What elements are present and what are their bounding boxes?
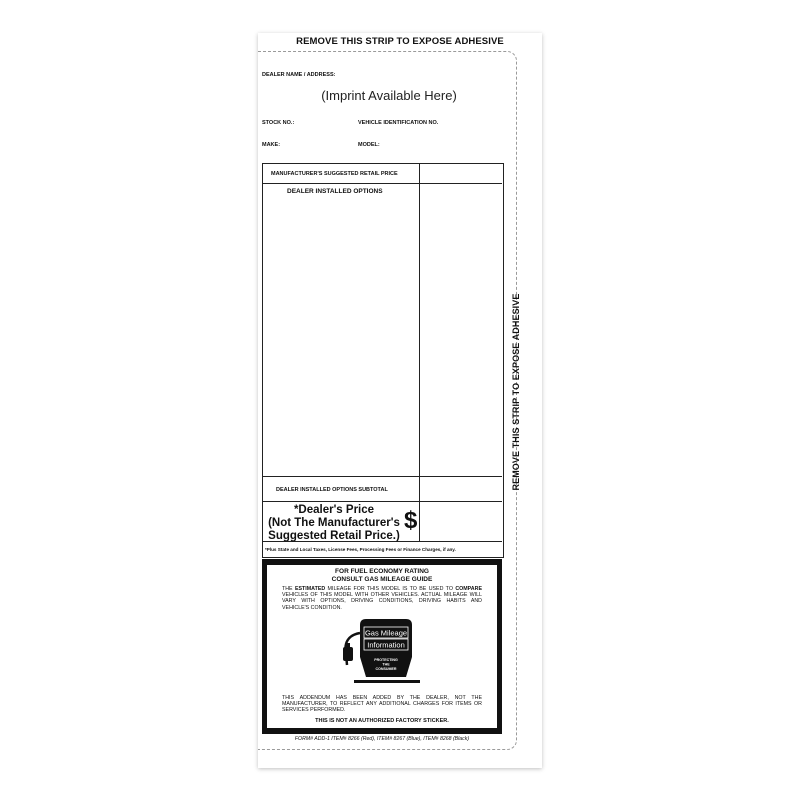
dealer-price-line1: *Dealer's Price <box>293 504 375 516</box>
fuel-title-line1: FOR FUEL ECONOMY RATING <box>335 568 429 575</box>
make-label: MAKE: <box>262 142 281 148</box>
dealer-options-label: DEALER INSTALLED OPTIONS <box>287 188 383 195</box>
price-column-divider <box>419 164 420 541</box>
imprint-placeholder: (Imprint Available Here) <box>321 88 457 103</box>
pump-tag-line3: CONSUMER <box>375 667 397 671</box>
options-row-divider <box>263 476 502 477</box>
tax-fine-print: *Plus State and Local Taxes, License Fees, Processing Fees or Finance Charges, if any. <box>265 547 456 552</box>
gas-pump-icon <box>340 617 420 689</box>
pump-base <box>354 680 420 683</box>
dealer-price-label <box>263 504 405 543</box>
dollar-sign: $ <box>404 507 418 534</box>
form-number: FORM# ADD-1 ITEM# 8266 (Red), ITEM# 8267 (Blue), ITEM# 8268 (Black) <box>294 736 470 742</box>
model-label: MODEL: <box>358 142 380 148</box>
price-table <box>262 163 504 558</box>
addendum-disclaimer: THIS ADDENDUM HAS BEEN ADDED BY THE DEALER, NOT THE MANUFACTURER, TO REFLECT ANY ADDITIONAL CHARGES FOR ITEMS OR SERVICES PERFORMED. <box>282 695 482 714</box>
side-adhesive-strip-label: REMOVE THIS STRIP TO EXPOSE ADHESIVE <box>511 293 521 491</box>
fuel-body-compare: COMPARE <box>455 586 482 592</box>
pump-tag-line2: THE <box>382 662 390 667</box>
not-authorized-notice: THIS IS NOT AN AUTHORIZED FACTORY STICKER. <box>315 718 449 724</box>
fuel-body-pre: THE <box>282 586 295 592</box>
pump-nozzle-tip <box>346 643 350 649</box>
dealer-name-label: DEALER NAME / ADDRESS: <box>262 72 336 78</box>
msrp-label: MANUFACTURER'S SUGGESTED RETAIL PRICE <box>271 171 398 177</box>
pump-tag-line1: PROTECTING <box>374 658 398 662</box>
fuel-economy-title <box>267 568 497 583</box>
dealer-price-line3: Suggested Retail Price.) <box>268 530 400 542</box>
fuel-title-line2: CONSULT GAS MILEAGE GUIDE <box>331 575 433 583</box>
stock-number-label: STOCK NO.: <box>262 120 295 126</box>
fuel-economy-body <box>282 586 482 611</box>
fuel-body-estimated: ESTIMATED <box>294 586 326 592</box>
vin-label: VEHICLE IDENTIFICATION NO. <box>358 120 439 126</box>
top-adhesive-strip-label: REMOVE THIS STRIP TO EXPOSE ADHESIVE <box>296 36 504 47</box>
msrp-row-divider <box>263 183 502 184</box>
fuel-body-post: VEHICLES OF THIS MODEL WITH OTHER VEHICLES. ACTUAL MILEAGE WILL VARY WITH OPTIONS, DRIVING CONDITIONS, DRIVING HABITS AND VEHICLE'S CONDITION. <box>282 592 482 611</box>
pump-nozzle <box>343 647 353 661</box>
subtotal-row-divider <box>263 501 502 502</box>
pump-label-line2: Information <box>367 640 405 650</box>
dealer-price-line2: (Not The Manufacturer's <box>268 517 400 529</box>
fuel-body-mid: MILEAGE FOR THIS MODEL IS TO BE USED TO <box>325 586 456 592</box>
options-subtotal-label: DEALER INSTALLED OPTIONS SUBTOTAL <box>276 487 388 493</box>
pump-label-line1: Gas Mileage <box>364 628 408 638</box>
